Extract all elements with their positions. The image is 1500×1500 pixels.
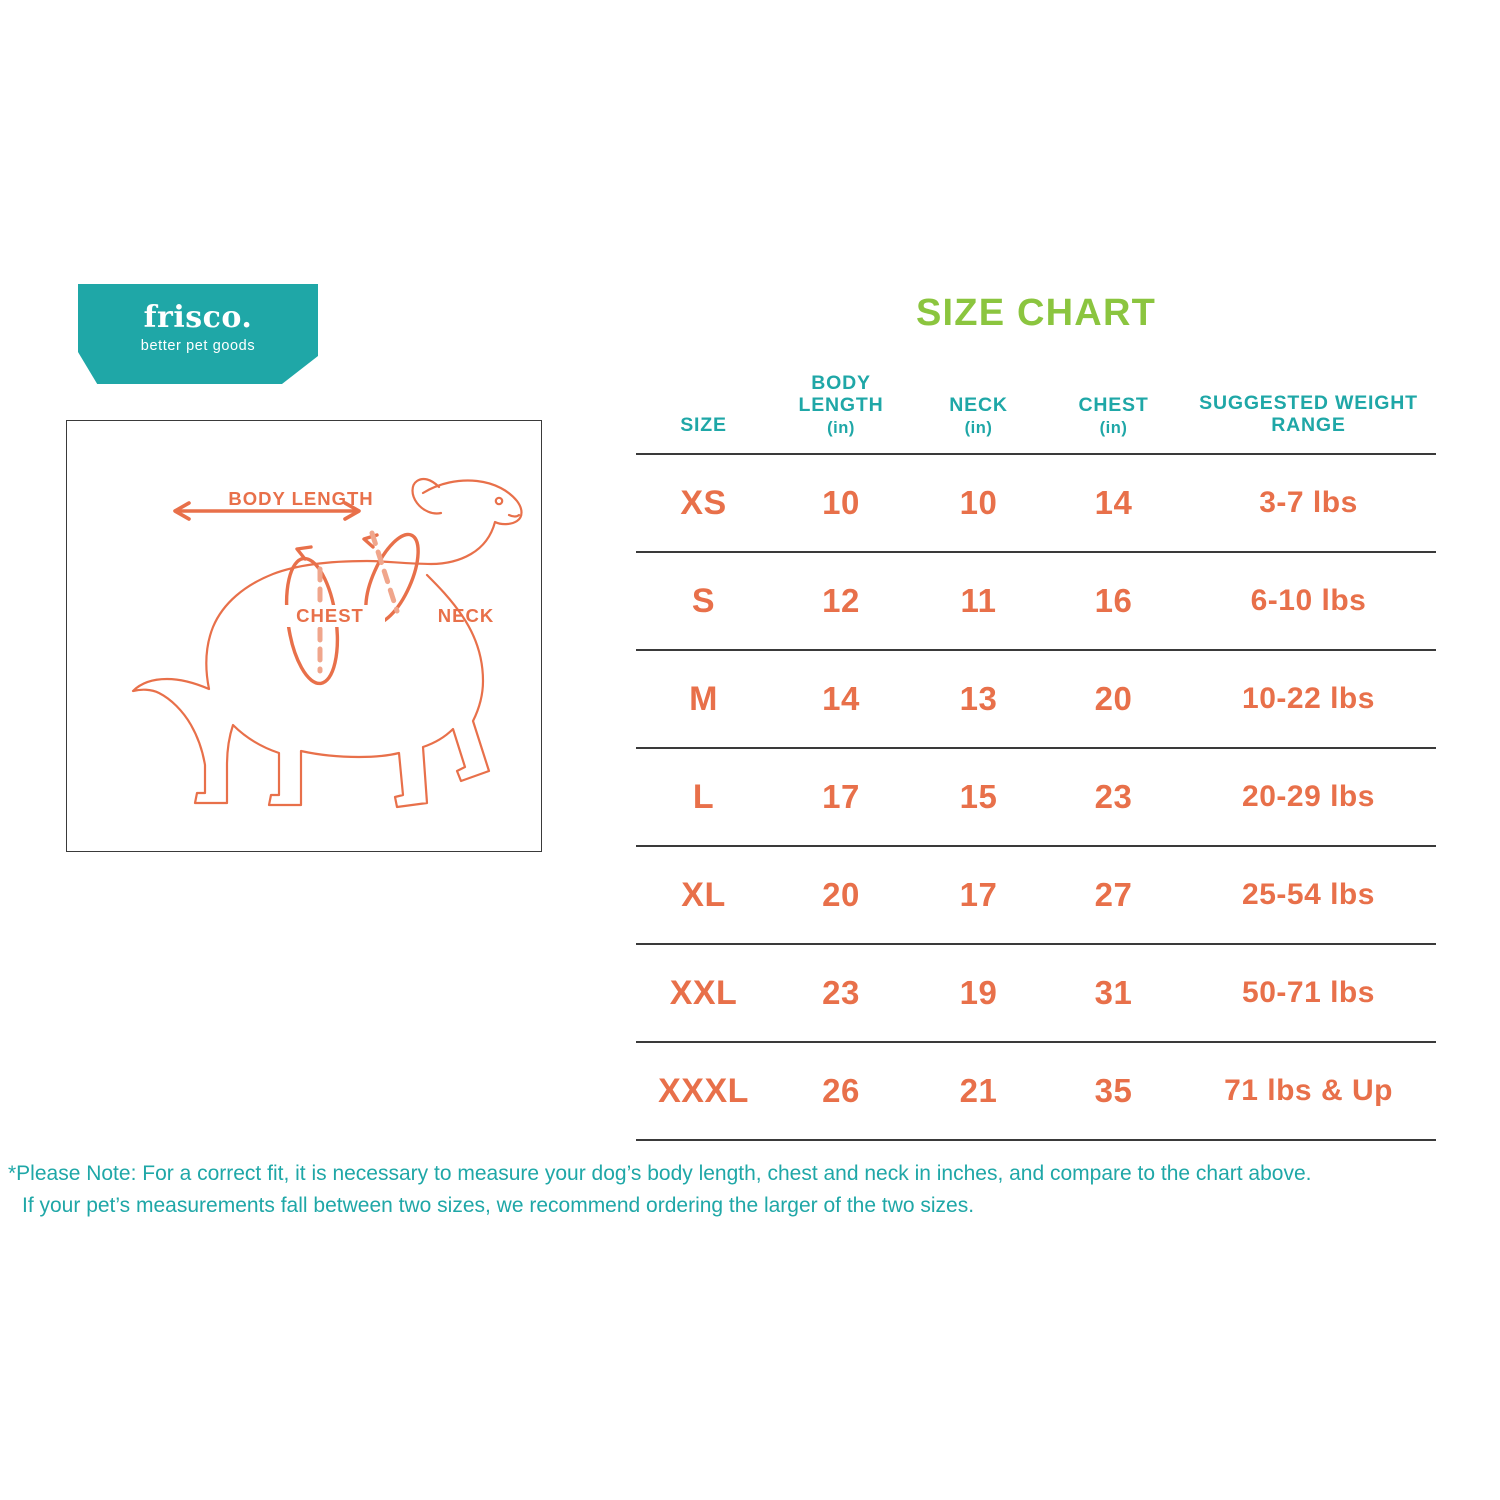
cell-body-length: 17: [771, 748, 911, 846]
cell-chest: 14: [1046, 454, 1181, 552]
cell-neck: 21: [911, 1042, 1046, 1140]
cell-neck: 17: [911, 846, 1046, 944]
cell-weight: 10-22 lbs: [1181, 650, 1436, 748]
cell-weight: 50-71 lbs: [1181, 944, 1436, 1042]
label-chest: CHEST: [275, 605, 385, 627]
column-header-chest: [1046, 373, 1181, 454]
cell-weight: 6-10 lbs: [1181, 552, 1436, 650]
cell-weight: 20-29 lbs: [1181, 748, 1436, 846]
size-chart: [636, 292, 1436, 1141]
size-note-line-1: *Please Note: For a correct fit, it is necessary to measure your dog’s body length, chest and neck in inches, and compare to the chart above.: [8, 1162, 1312, 1185]
cell-neck: 11: [911, 552, 1046, 650]
cell-size: XXL: [636, 944, 771, 1042]
cell-neck: 13: [911, 650, 1046, 748]
cell-weight: 71 lbs & Up: [1181, 1042, 1436, 1140]
table-row: [636, 552, 1436, 650]
cell-weight: 3-7 lbs: [1181, 454, 1436, 552]
cell-body-length: 20: [771, 846, 911, 944]
cell-chest: 23: [1046, 748, 1181, 846]
cell-chest: 20: [1046, 650, 1181, 748]
column-header-neck: [911, 373, 1046, 454]
cell-body-length: 12: [771, 552, 911, 650]
table-header-row: [636, 373, 1436, 454]
cell-body-length: 10: [771, 454, 911, 552]
logo-text: [78, 302, 318, 354]
logo-brand-name: frisco.: [143, 300, 253, 335]
table-row: [636, 748, 1436, 846]
size-table: [636, 373, 1436, 1141]
column-header-weight-range-label: SUGGESTED WEIGHT RANGE: [1199, 392, 1418, 437]
cell-weight: 25-54 lbs: [1181, 846, 1436, 944]
cell-neck: 10: [911, 454, 1046, 552]
column-header-body-length-unit: (in): [827, 418, 855, 437]
column-header-neck-unit: (in): [964, 418, 993, 437]
cell-body-length: 26: [771, 1042, 911, 1140]
column-header-chest-label: CHEST: [1078, 393, 1149, 416]
table-row: [636, 846, 1436, 944]
table-row: [636, 944, 1436, 1042]
table-row: [636, 650, 1436, 748]
frisco-logo: [78, 284, 318, 384]
cell-size: S: [636, 552, 771, 650]
cell-chest: 27: [1046, 846, 1181, 944]
column-header-size: [636, 373, 771, 454]
size-note-line-2: If your pet’s measurements fall between two sizes, we recommend ordering the larger of the two sizes.: [22, 1193, 975, 1217]
cell-size: XS: [636, 454, 771, 552]
cell-body-length: 23: [771, 944, 911, 1042]
column-header-body-length: [771, 373, 911, 454]
size-note: [8, 1158, 1498, 1221]
cell-neck: 15: [911, 748, 1046, 846]
table-row: [636, 1042, 1436, 1140]
column-header-size-label: SIZE: [680, 414, 727, 437]
column-header-body-length-label: BODY LENGTH: [798, 372, 884, 416]
label-body-length: BODY LENGTH: [228, 488, 374, 509]
column-header-chest-unit: (in): [1099, 418, 1128, 437]
dog-measurement-illustration: [66, 420, 542, 852]
table-row: [636, 454, 1436, 552]
size-table-head: [636, 373, 1436, 454]
cell-size: XL: [636, 846, 771, 944]
column-header-weight-range: [1181, 373, 1436, 454]
size-table-body: [636, 454, 1436, 1140]
label-neck: NECK: [437, 605, 495, 626]
cell-size: M: [636, 650, 771, 748]
cell-neck: 19: [911, 944, 1046, 1042]
cell-size: XXXL: [636, 1042, 771, 1140]
cell-body-length: 14: [771, 650, 911, 748]
column-header-neck-label: NECK: [949, 393, 1008, 416]
cell-size: L: [636, 748, 771, 846]
size-chart-title: SIZE CHART: [916, 292, 1156, 334]
cell-chest: 31: [1046, 944, 1181, 1042]
logo-tagline: better pet goods: [140, 337, 256, 354]
cell-chest: 35: [1046, 1042, 1181, 1140]
cell-chest: 16: [1046, 552, 1181, 650]
